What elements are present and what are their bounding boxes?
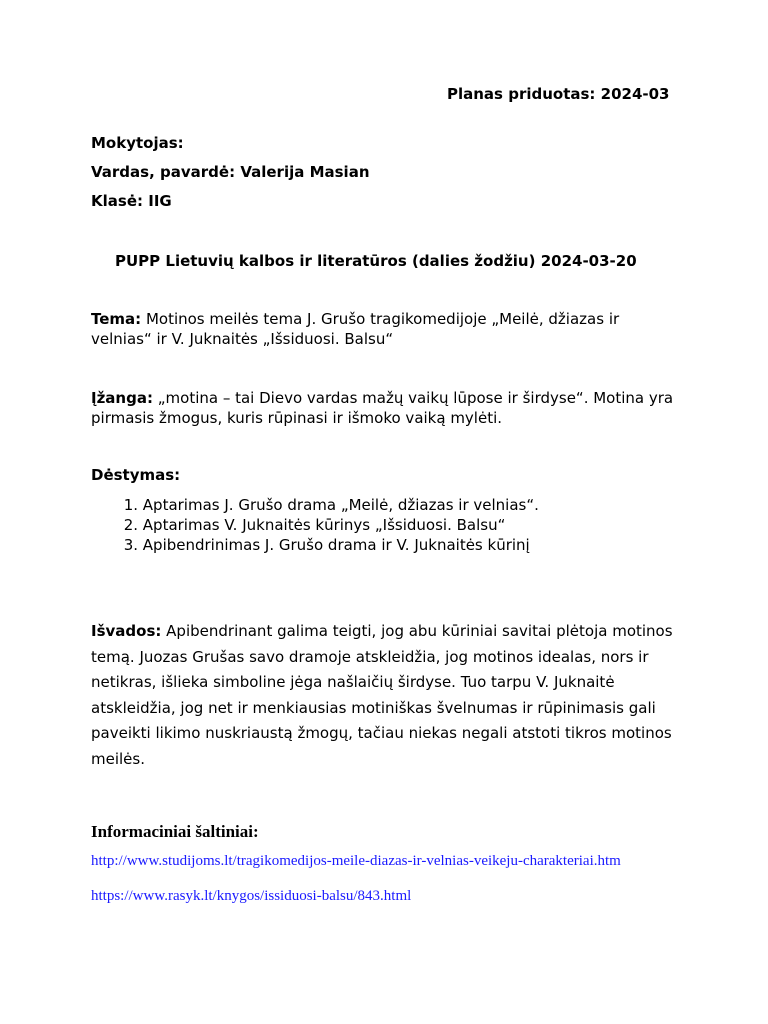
list-item	[91, 535, 539, 555]
list-item-text: Apibendrinimas J. Grušo drama ir V. Juknaitės kūrinį	[142, 536, 530, 554]
list-item-number: 1.	[123, 496, 138, 514]
list-item-number: 3.	[123, 536, 138, 554]
topic-label: Tema:	[91, 310, 142, 328]
intro-paragraph	[91, 388, 681, 428]
page-title: PUPP Lietuvių kalbos ir literatūros (dalies žodžiu) 2024-03-20	[115, 252, 637, 270]
list-item-number: 2.	[123, 516, 138, 534]
sources-heading: Informaciniai šaltiniai:	[91, 822, 259, 841]
conclusion-text: Apibendrinant galima teigti, jog abu kūriniai savitai plėtoja motinos temą. Juozas Grušas savo dramoje atskleidžia, jog motinos idealas, nors ir netikras, išlieka simboline jėga našlaičių širdyse. Tuo tarpu V. Juknaitė atskleidžia, jog net ir menkiausias motiniškas švelnumas ir rūpinimasis gali paveikti likimo nuskriaustą žmogų, tačiau niekas negali atstoti tikros motinos meilės.	[91, 622, 673, 768]
topic-text: Motinos meilės tema J. Grušo tragikomedijoje „Meilė, džiazas ir velnias“ ir V. Juknaitės „Išsiduosi. Balsu“	[91, 310, 620, 348]
class-label: Klasė:	[91, 192, 143, 210]
list-item-text: Aptarimas V. Juknaitės kūrinys „Išsiduosi. Balsu“	[142, 516, 506, 534]
teacher-name-label: Vardas, pavardė:	[91, 163, 236, 181]
body-heading: Dėstymas:	[91, 466, 181, 484]
intro-text: „motina – tai Dievo vardas mažų vaikų lūpose ir širdyse“. Motina yra pirmasis žmogus, kuris rūpinasi ir išmoko vaiką mylėti.	[91, 389, 674, 427]
source-link-2[interactable]: https://www.rasyk.lt/knygos/issiduosi-balsu/843.html	[91, 888, 412, 904]
list-item-text: Aptarimas J. Grušo drama „Meilė, džiazas ir velnias“.	[142, 496, 539, 514]
list-item	[91, 515, 539, 535]
body-list	[91, 495, 539, 555]
intro-label: Įžanga:	[91, 389, 153, 407]
teacher-heading: Mokytojas:	[91, 134, 184, 152]
teacher-name-value: Valerija Masian	[240, 163, 370, 181]
submission-date: Planas priduotas: 2024-03	[447, 85, 670, 103]
topic-paragraph	[91, 309, 681, 349]
conclusion-label: Išvados:	[91, 622, 162, 640]
source-link-1[interactable]: http://www.studijoms.lt/tragikomedijos-meile-diazas-ir-velnias-veikeju-charakteriai.htm	[91, 853, 621, 869]
list-item	[91, 495, 539, 515]
teacher-name	[91, 163, 370, 181]
class-line	[91, 192, 172, 210]
class-value: IIG	[148, 192, 172, 210]
conclusion-paragraph	[91, 619, 681, 772]
